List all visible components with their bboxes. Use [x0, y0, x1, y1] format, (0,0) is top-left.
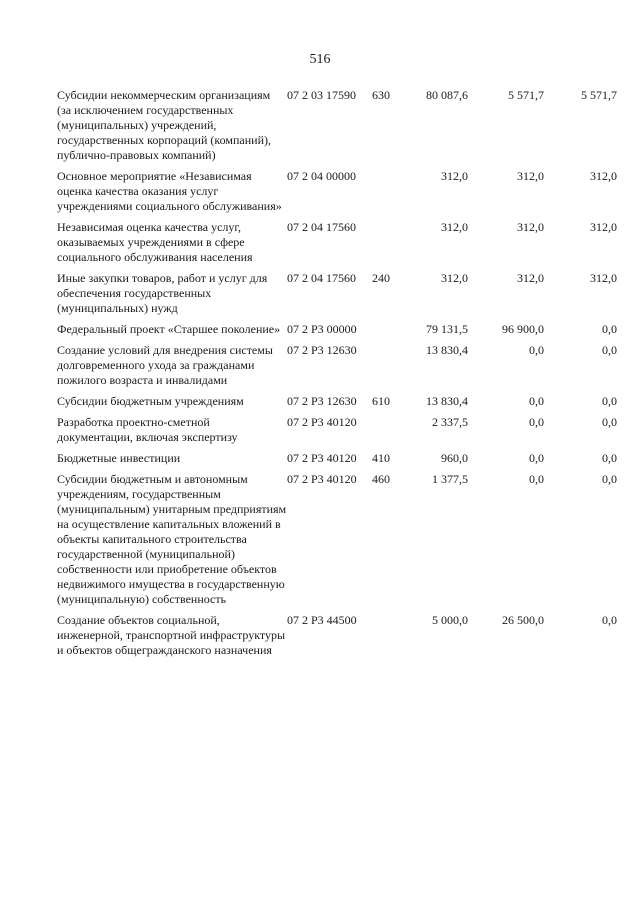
table-row	[57, 343, 617, 394]
row-value-3: 312,0	[590, 271, 617, 285]
row-expense-type: 460	[372, 472, 390, 486]
row-code: 07 2 Р3 00000	[287, 322, 357, 336]
row-expense-type: 610	[372, 394, 390, 408]
table-row	[57, 394, 617, 415]
row-expense-type: 630	[372, 88, 390, 102]
row-value-2: 312,0	[517, 169, 544, 183]
row-name: Субсидии бюджетным учреждениям	[57, 394, 244, 408]
row-code: 07 2 04 17560	[287, 271, 356, 285]
row-code: 07 2 Р3 12630	[287, 343, 357, 357]
row-code: 07 2 04 00000	[287, 169, 356, 183]
row-value-2: 0,0	[529, 343, 544, 357]
row-code: 07 2 04 17560	[287, 220, 356, 234]
row-value-1: 79 131,5	[426, 322, 468, 336]
row-value-3: 0,0	[602, 472, 617, 486]
row-value-3: 0,0	[602, 451, 617, 465]
row-value-1: 1 377,5	[432, 472, 468, 486]
row-name: Основное мероприятие «Независимая оценка качества оказания услуг учреждениями социального обслуживания»	[57, 169, 282, 213]
row-value-1: 13 830,4	[426, 394, 468, 408]
row-name: Независимая оценка качества услуг, оказываемых учреждениями в сфере социального обслуживания населения	[57, 220, 253, 264]
row-code: 07 2 Р3 40120	[287, 472, 357, 486]
row-value-2: 96 900,0	[502, 322, 544, 336]
row-code: 07 2 Р3 40120	[287, 451, 357, 465]
row-value-3: 0,0	[602, 394, 617, 408]
row-value-3: 0,0	[602, 322, 617, 336]
table-row	[57, 271, 617, 322]
row-name: Субсидии бюджетным и автономным учреждениям, государственным (муниципальным) унитарным предприятиям на осуществление капитальных вложений в объекты капитального строительства государственной (муниципальной) собственности или приобретение объектов недвижимого имущества в государственную (муниципальную) собственность	[57, 472, 287, 606]
row-expense-type	[372, 343, 394, 394]
row-value-3: 0,0	[602, 415, 617, 429]
row-name: Субсидии некоммерческим организациям (за исключением государственных (муниципальных) учреждений, государственных корпораций (компаний), публично-правовых компаний)	[57, 88, 271, 162]
row-expense-type	[372, 415, 394, 451]
row-expense-type: 410	[372, 451, 390, 465]
budget-table-body	[57, 88, 617, 664]
row-expense-type	[372, 169, 394, 220]
row-value-3: 312,0	[590, 169, 617, 183]
row-value-2: 0,0	[529, 415, 544, 429]
row-code: 07 2 Р3 40120	[287, 415, 357, 429]
row-name: Разработка проектно-сметной документации, включая экспертизу	[57, 415, 238, 444]
table-row	[57, 169, 617, 220]
table-row	[57, 88, 617, 169]
row-name: Федеральный проект «Старшее поколение»	[57, 322, 281, 336]
row-value-1: 13 830,4	[426, 343, 468, 357]
row-code: 07 2 Р3 12630	[287, 394, 357, 408]
row-value-1: 312,0	[441, 169, 468, 183]
row-code: 07 2 Р3 44500	[287, 613, 357, 627]
table-row	[57, 220, 617, 271]
row-value-2: 0,0	[529, 394, 544, 408]
row-value-1: 312,0	[441, 271, 468, 285]
page-number: 516	[309, 52, 331, 67]
row-value-3: 312,0	[590, 220, 617, 234]
row-expense-type	[372, 220, 394, 271]
table-row	[57, 415, 617, 451]
row-value-2: 5 571,7	[508, 88, 544, 102]
row-name: Создание условий для внедрения системы долговременного ухода за гражданами пожилого возраста и инвалидами	[57, 343, 273, 387]
table-row	[57, 322, 617, 343]
row-name: Иные закупки товаров, работ и услуг для обеспечения государственных (муниципальных) нужд	[57, 271, 268, 315]
row-value-2: 312,0	[517, 271, 544, 285]
row-value-2: 312,0	[517, 220, 544, 234]
table-row	[57, 472, 617, 613]
row-name: Создание объектов социальной, инженерной, транспортной инфраструктуры и объектов общегражданского назначения	[57, 613, 286, 657]
table-row	[57, 613, 617, 664]
row-name: Бюджетные инвестиции	[57, 451, 181, 465]
table-row	[57, 451, 617, 472]
row-value-1: 80 087,6	[426, 88, 468, 102]
row-value-3: 5 571,7	[581, 88, 617, 102]
row-expense-type: 240	[372, 271, 390, 285]
row-expense-type	[372, 613, 394, 664]
row-value-3: 0,0	[602, 613, 617, 627]
row-expense-type	[372, 322, 394, 343]
row-value-3: 0,0	[602, 343, 617, 357]
budget-table	[57, 88, 617, 664]
row-value-1: 2 337,5	[432, 415, 468, 429]
row-value-1: 312,0	[441, 220, 468, 234]
row-value-2: 0,0	[529, 472, 544, 486]
row-value-2: 26 500,0	[502, 613, 544, 627]
row-value-2: 0,0	[529, 451, 544, 465]
row-value-1: 960,0	[441, 451, 468, 465]
row-value-1: 5 000,0	[432, 613, 468, 627]
row-code: 07 2 03 17590	[287, 88, 356, 102]
